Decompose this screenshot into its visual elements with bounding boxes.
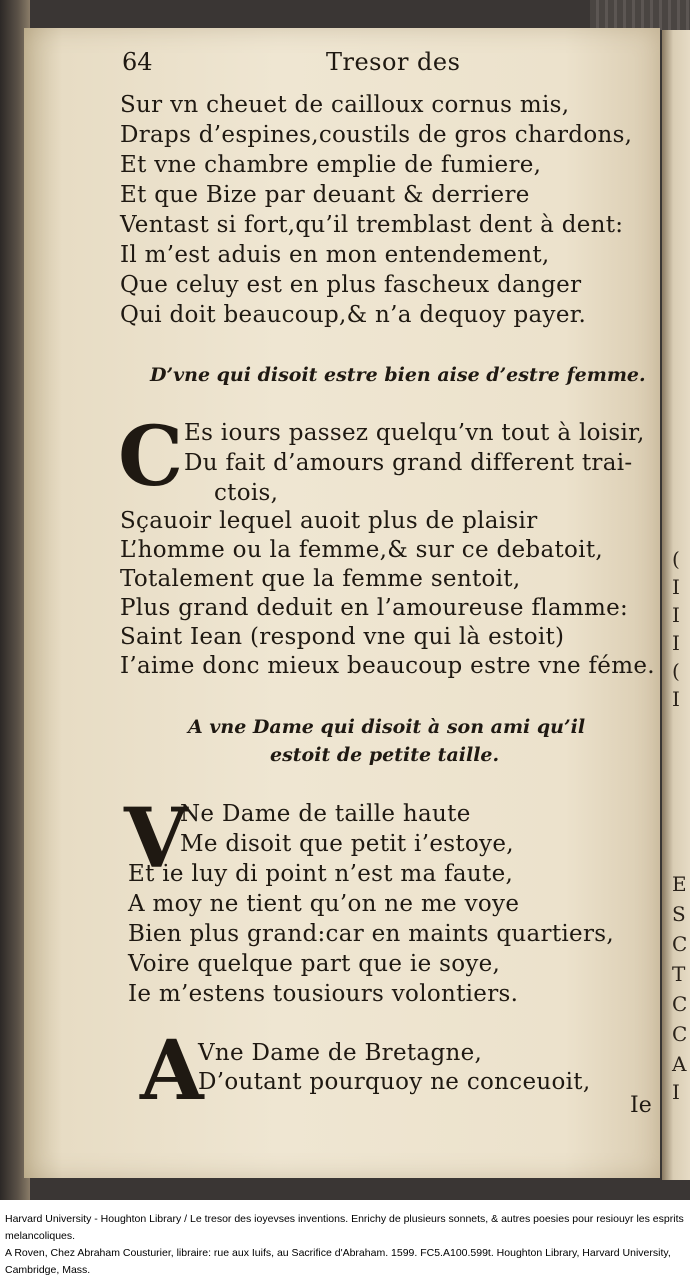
verse-line: ctois, <box>214 480 279 506</box>
drop-cap: A <box>140 1023 204 1119</box>
caption-line: A Roven, Chez Abraham Cousturier, libraire: rue aux Iuifs, au Sacrifice d'Abraham. 1599. FC5.A100.599t. Houghton Library, Harvard University, Cambridge, Mass. <box>5 1247 671 1276</box>
image-caption <box>5 1211 685 1279</box>
facing-page-glyph: I <box>672 603 680 627</box>
facing-page-glyph: I <box>672 575 680 599</box>
verse-line: Et ie luy di point n’est ma faute, <box>128 861 514 887</box>
verse-line: Et vne chambre emplie de fumiere, <box>120 152 542 178</box>
book-stack-edge <box>590 0 690 30</box>
verse-line: Ie m’estens tousiours volontiers. <box>128 981 519 1007</box>
verse-line: I’aime donc mieux beaucoup estre vne féme. <box>120 653 655 679</box>
caption-line: Harvard University - Houghton Library / Le tresor des ioyevses inventions. Enrichy de plusieurs sonnets, & autres poesies pour resiouyr les esprits melancoliques. <box>5 1213 684 1242</box>
facing-page-glyph: ( <box>672 547 680 571</box>
facing-page-glyph: T <box>672 962 686 986</box>
verse-line: Qui doit beaucoup,& n’a dequoy payer. <box>120 302 587 328</box>
verse-line: D’outant pourquoy ne conceuoit, <box>198 1069 591 1095</box>
verse-line: Ventast si fort,qu’il tremblast dent à dent: <box>120 212 624 238</box>
drop-cap: V <box>124 791 188 887</box>
facing-page-glyph: E <box>672 872 687 896</box>
catchword: Ie <box>630 1093 652 1118</box>
verse-line: Draps d’espines,coustils de gros chardons, <box>120 122 633 148</box>
poem-heading: estoit de petite taille. <box>270 744 500 766</box>
verse-line: Du fait d’amours grand different trai- <box>184 450 633 476</box>
facing-page-glyph: I <box>672 631 680 655</box>
verse-line: Sçauoir lequel auoit plus de plaisir <box>120 508 538 534</box>
verse-line: Es iours passez quelqu’vn tout à loisir, <box>184 420 645 446</box>
page-number: 64 <box>122 48 153 76</box>
verse-line: Plus grand deduit en l’amoureuse flamme: <box>120 595 629 621</box>
verse-line: Totalement que la femme sentoit, <box>120 566 521 592</box>
verse-line: Il m’est aduis en mon entendement, <box>120 242 550 268</box>
facing-page-glyph: A <box>672 1052 687 1076</box>
verse-line: Saint Iean (respond vne qui là estoit) <box>120 624 565 650</box>
running-title: Tresor des <box>326 48 461 76</box>
verse-line: Sur vn cheuet de cailloux cornus mis, <box>120 92 570 118</box>
poem-heading: D’vne qui disoit estre bien aise d’estre femme. <box>150 364 646 386</box>
poem-heading: A vne Dame qui disoit à son ami qu’il <box>188 716 586 738</box>
verse-line: Vne Dame de Bretagne, <box>198 1040 483 1066</box>
facing-page-glyph: C <box>672 992 688 1016</box>
verse-line: Bien plus grand:car en maints quartiers, <box>128 921 614 947</box>
facing-page-glyph: I <box>672 687 680 711</box>
verse-line: Et que Bize par deuant & derriere <box>120 182 530 208</box>
verse-line: Voire quelque part que ie soye, <box>128 951 501 977</box>
facing-page-glyph: I <box>672 1080 680 1104</box>
verse-line: Ne Dame de taille haute <box>180 801 471 827</box>
drop-cap: C <box>118 409 184 505</box>
verse-line: Que celuy est en plus fascheux danger <box>120 272 582 298</box>
facing-page-glyph: S <box>672 902 686 926</box>
facing-page-edge <box>662 30 690 1180</box>
facing-page-glyph: C <box>672 932 688 956</box>
facing-page-glyph: C <box>672 1022 688 1046</box>
verse-line: A moy ne tient qu’on ne me voye <box>128 891 520 917</box>
facing-page-glyph: ( <box>672 659 680 683</box>
verse-line: Me disoit que petit i’estoye, <box>180 831 514 857</box>
verse-line: L’homme ou la femme,& sur ce debatoit, <box>120 537 603 563</box>
